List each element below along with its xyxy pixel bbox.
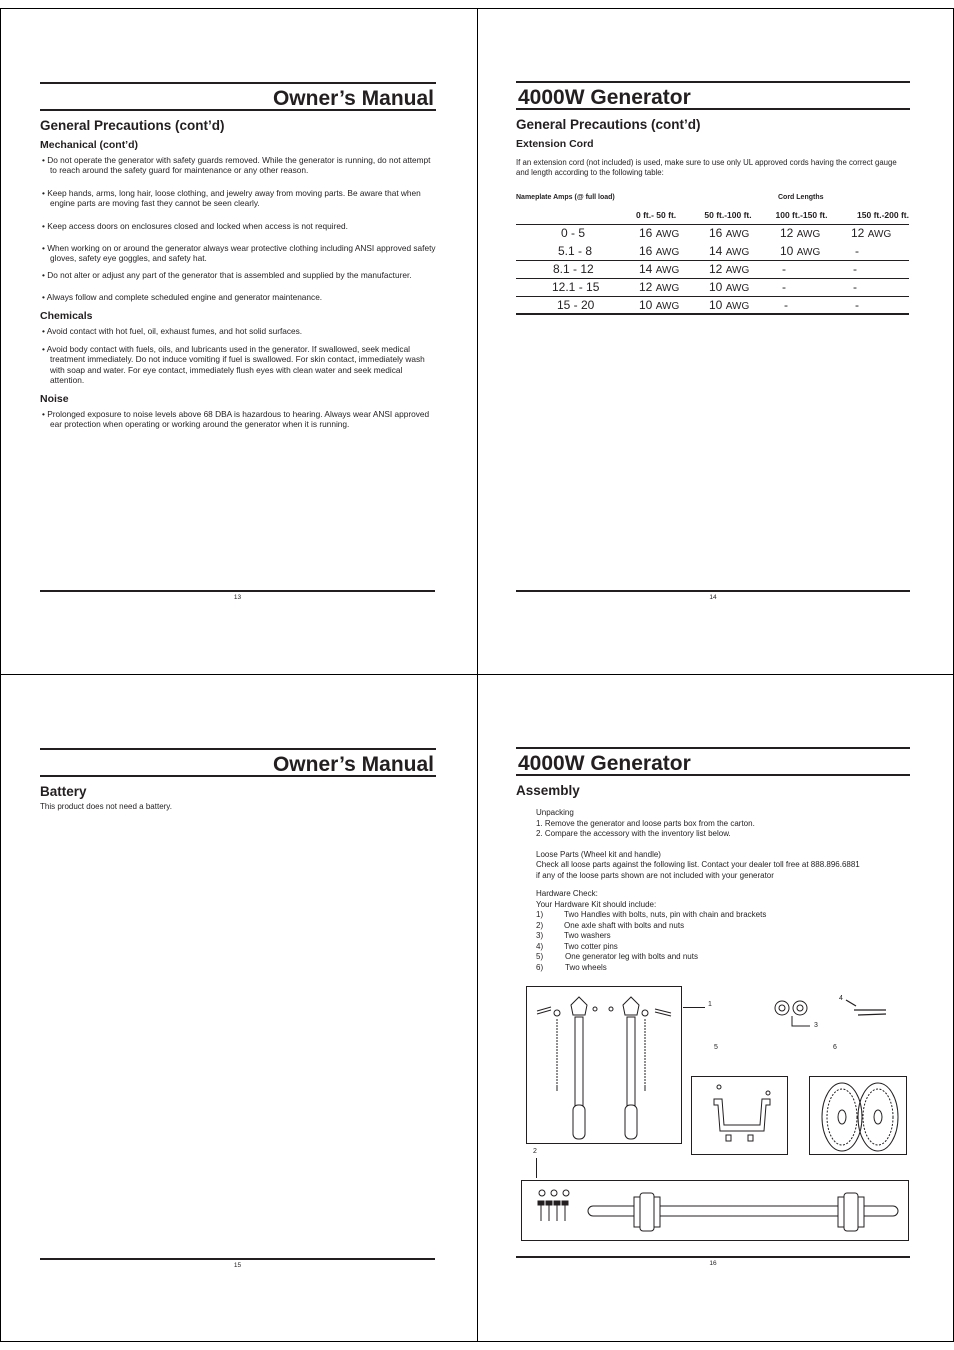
table-row <box>516 296 909 314</box>
section-heading: Assembly <box>516 783 580 798</box>
awg-unit: AWG <box>796 229 821 241</box>
footer-rule <box>40 590 435 592</box>
list-item: • When working on or around the generator always wear protective clothing including ANSI approved safety gloves, safety eye goggles, and safety hat. <box>42 243 436 264</box>
item-text: Two cotter pins <box>564 941 618 951</box>
text-line <box>536 881 910 889</box>
section-heading: General Precautions (cont’d) <box>516 117 701 132</box>
text-line: if any of the loose parts shown are not included with your generator <box>536 870 774 880</box>
gauge-cell <box>692 296 764 314</box>
gauge-cell <box>636 260 692 278</box>
gauge-value: 10 <box>709 297 723 312</box>
list-item <box>536 942 910 953</box>
amps-cell: 5.1 - 8 <box>558 243 593 258</box>
item-text: Two Handles with bolts, nuts, pin with chain and brackets <box>564 910 767 919</box>
callout-1: 1 <box>708 1001 712 1008</box>
callout-line <box>683 1007 705 1008</box>
text-line: 2. Compare the accessory with the inventory list below. <box>536 829 731 838</box>
item-number: 2) <box>536 920 544 930</box>
chemicals-list <box>40 326 436 386</box>
subsection-noise: Noise <box>40 392 69 405</box>
page-13 <box>40 82 436 430</box>
gauge-cell <box>692 260 764 278</box>
list-item <box>536 921 910 932</box>
table-header-row <box>516 206 909 224</box>
item-text: One generator leg with bolts and nuts <box>565 952 698 961</box>
page-15 <box>40 748 436 812</box>
gauge-value: 12 <box>780 226 794 241</box>
washers-drawing <box>772 998 812 1028</box>
vertical-divider <box>477 8 478 1342</box>
amps-cell: 15 - 20 <box>516 296 636 314</box>
awg-unit: AWG <box>796 246 821 258</box>
callout-line <box>536 1158 537 1178</box>
leg-figure <box>691 1076 788 1155</box>
title-text: Owner’s Manual <box>272 87 434 110</box>
gauge-value: 12 <box>851 226 865 241</box>
page-number: 16 <box>709 1260 717 1267</box>
gauge-cell <box>692 224 764 242</box>
title-text: 4000W Generator <box>518 86 691 109</box>
axle-figure <box>521 1180 909 1241</box>
gauge-cell <box>636 296 692 314</box>
item-number: 5) <box>536 952 544 961</box>
list-item: • Keep access doors on enclosures closed and locked when access is not required. <box>42 220 348 231</box>
gauge-value: 14 <box>639 262 653 276</box>
battery-text: This product does not need a battery. <box>40 802 172 811</box>
text-line <box>536 840 910 850</box>
leg-drawing <box>692 1077 789 1156</box>
item-text: Two wheels <box>565 962 607 972</box>
table-row <box>516 260 909 278</box>
awg-unit: AWG <box>725 300 750 312</box>
amps-cell: 12.1 - 15 <box>516 278 636 296</box>
text-line: Your Hardware Kit should include: <box>536 899 657 909</box>
callout-6: 6 <box>833 1044 837 1051</box>
footer-rule <box>40 1258 435 1260</box>
wheels-figure <box>809 1076 907 1155</box>
awg-unit: AWG <box>725 283 750 294</box>
column-header: 50 ft.-100 ft. <box>704 209 752 220</box>
gauge-cell: - <box>764 260 839 278</box>
amps-cell: 8.1 - 12 <box>516 260 636 278</box>
page-number: 13 <box>233 594 242 601</box>
page-16 <box>516 747 910 973</box>
callout-3: 3 <box>814 1022 818 1029</box>
subsection-mechanical: Mechanical (cont’d) <box>40 139 139 151</box>
page-title <box>40 82 436 111</box>
page-number: 14 <box>709 594 717 601</box>
assembly-text <box>516 808 910 973</box>
gauge-value: 10 <box>639 297 653 312</box>
gauge-value: 16 <box>639 243 653 258</box>
amps-cell: 0 - 5 <box>516 224 636 242</box>
title-text: 4000W Generator <box>518 752 691 775</box>
item-number: 3) <box>536 931 544 940</box>
gauge-cell: - <box>839 260 909 278</box>
column-header: 0 ft.- 50 ft. <box>636 209 677 220</box>
gauge-cell: - <box>839 296 909 314</box>
gauge-value: 12 <box>639 280 653 294</box>
page-title <box>40 748 436 777</box>
list-item <box>536 952 910 963</box>
column-header: 100 ft.-150 ft. <box>775 209 828 220</box>
list-item: • Keep hands, arms, long hair, loose clothing, and jewelry away from moving parts. Be aware that when engine parts are moving fast they cannot be seen clearly. <box>42 187 421 209</box>
table-labels <box>516 192 910 206</box>
noise-list <box>40 409 436 430</box>
table-row <box>516 242 909 260</box>
text-line: Hardware Check: <box>536 889 598 898</box>
handles-figure <box>526 986 682 1144</box>
list-item <box>536 963 910 974</box>
list-item: • Always follow and complete scheduled engine and generator maintenance. <box>42 292 323 303</box>
item-number: 4) <box>536 941 544 951</box>
section-heading: General Precautions (cont’d) <box>40 118 225 133</box>
cord-table <box>516 206 909 315</box>
hardware-list <box>536 910 910 973</box>
item-text: One axle shaft with bolts and nuts <box>564 920 685 930</box>
subsection-extension-cord: Extension Cord <box>516 138 594 150</box>
gauge-value: 14 <box>709 243 723 258</box>
mechanical-list <box>40 155 436 303</box>
page-number: 15 <box>233 1262 242 1269</box>
gauge-cell <box>839 224 909 242</box>
intro-text: If an extension cord (not included) is used, make sure to use only UL approved cords having the correct gauge and length according to the following table: <box>516 158 897 177</box>
item-text: Two washers <box>564 931 611 940</box>
text-line: 1. Remove the generator and loose parts box from the carton. <box>536 818 755 828</box>
gauge-cell: - <box>764 296 839 314</box>
gauge-cell <box>764 242 839 260</box>
handles-drawing <box>527 987 683 1145</box>
gauge-cell: - <box>764 278 839 296</box>
callout-2: 2 <box>533 1148 537 1155</box>
gauge-cell <box>636 242 692 260</box>
column-header: 150 ft.-200 ft. <box>857 209 909 220</box>
awg-unit: AWG <box>655 300 680 312</box>
item-number: 6) <box>536 962 544 972</box>
header-empty <box>516 206 636 224</box>
page-title <box>516 81 910 110</box>
list-item <box>536 910 910 921</box>
awg-unit: AWG <box>655 265 680 276</box>
list-item: • Do not alter or adjust any part of the generator that is assembled and supplied by the manufacturer. <box>42 269 412 280</box>
awg-unit: AWG <box>655 283 680 294</box>
gauge-cell: - <box>839 278 909 296</box>
section-heading: Battery <box>40 784 87 799</box>
gauge-value: 10 <box>780 243 794 258</box>
table-row <box>516 224 909 242</box>
footer-rule <box>516 590 910 592</box>
list-item: • Prolonged exposure to noise levels above 68 DBA is hazardous to hearing. Always wear ANSI approved ear protection when operating or working around the generator when it is running. <box>42 408 430 430</box>
gauge-value: 16 <box>709 226 723 241</box>
awg-unit: AWG <box>655 229 680 241</box>
list-item: • Avoid body contact with fuels, oils, and lubricants used in the generator. If swallowed, seek medical treatment immediately. Do not induce vomiting if fuel is swallowed. For skin contact, immediately wash with soap and water. For eye contact, immediately flush eyes with clean water and seek medical attention. <box>42 344 425 386</box>
text-line: Unpacking <box>536 808 574 817</box>
amps-label: Nameplate Amps (@ full load) <box>516 194 615 201</box>
item-number: 1) <box>536 910 544 919</box>
list-item: • Avoid contact with hot fuel, oil, exhaust fumes, and hot solid surfaces. <box>42 325 303 336</box>
horizontal-divider <box>0 674 954 675</box>
gauge-cell: - <box>855 243 859 258</box>
gauge-cell <box>636 278 692 296</box>
awg-unit: AWG <box>725 265 750 276</box>
awg-unit: AWG <box>655 246 680 258</box>
gauge-value: 16 <box>639 226 653 241</box>
awg-unit: AWG <box>725 229 750 241</box>
cotter-pins-drawing <box>840 996 890 1020</box>
callout-5: 5 <box>714 1044 718 1051</box>
gauge-value: 12 <box>709 262 723 276</box>
title-text: Owner’s Manual <box>272 753 434 776</box>
callout-4: 4 <box>839 995 843 1002</box>
list-item: • Do not operate the generator with safety guards removed. While the generator is running, do not attempt to reach around the safety guard for maintenance or any other reason. <box>42 155 431 176</box>
axle-drawing <box>522 1181 910 1242</box>
gauge-cell <box>692 278 764 296</box>
page-14 <box>516 81 910 315</box>
cord-lengths-label: Cord Lengths <box>778 194 824 201</box>
footer-rule <box>516 1256 910 1258</box>
gauge-cell <box>692 242 764 260</box>
subsection-chemicals: Chemicals <box>40 309 93 322</box>
table-row <box>516 278 909 296</box>
awg-unit: AWG <box>867 229 892 241</box>
list-item <box>536 931 910 942</box>
text-line: Check all loose parts against the following list. Contact your dealer toll free at 888.896.6881 <box>536 860 860 869</box>
text-line: Loose Parts (Wheel kit and handle) <box>536 849 661 859</box>
wheels-drawing <box>810 1077 908 1156</box>
gauge-value: 10 <box>709 280 723 294</box>
page-title <box>516 747 910 776</box>
gauge-cell <box>636 224 692 242</box>
gauge-cell <box>764 224 839 242</box>
awg-unit: AWG <box>725 246 750 258</box>
